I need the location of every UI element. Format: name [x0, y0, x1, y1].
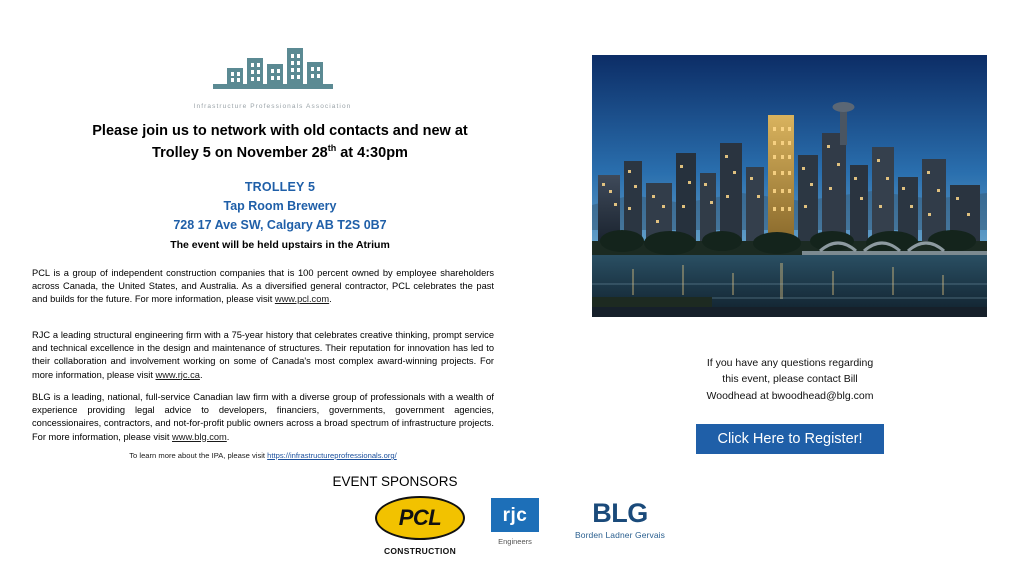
contact-line-1: If you have any questions regarding: [706, 357, 874, 369]
sponsor-logo-rjc: [480, 498, 550, 546]
headline-ordinal-suffix: th: [327, 143, 337, 154]
rjc-website-link[interactable]: www.rjc.ca: [155, 369, 200, 380]
paragraph-rjc: [32, 329, 494, 382]
venue-subname: Tap Room Brewery: [223, 198, 337, 213]
rjc-wordmark: rjc: [502, 504, 528, 526]
pcl-subtitle: CONSTRUCTION: [383, 546, 457, 556]
sponsors-heading: EVENT SPONSORS: [332, 474, 458, 489]
blg-wordmark: BLG: [592, 498, 648, 528]
paragraph-pcl: [32, 267, 494, 307]
venue-address: 728 17 Ave SW, Calgary AB T2S 0B7: [173, 217, 387, 232]
ipa-logo: [185, 38, 360, 110]
headline-line-2a: Trolley 5 on November 28: [152, 145, 328, 162]
rjc-block-badge: [491, 498, 539, 532]
paragraph-blg-tail: .: [226, 431, 230, 442]
skyline-illustration: [592, 55, 987, 317]
headline-line-2b: at 4:30pm: [336, 145, 408, 162]
paragraph-pcl-text: PCL is a group of independent construction companies that is 100 percent owned by employee shareholders across Canada, the United States, and Australia. As a diversified general contractor, PCL celebrates the past and builds for the future. For more information, please visit: [32, 268, 494, 305]
calgary-skyline-photo: [592, 55, 987, 317]
paragraph-rjc-tail: .: [199, 369, 203, 380]
sponsor-logo-pcl: [370, 496, 470, 556]
pcl-wordmark: PCL: [398, 505, 442, 530]
paragraph-blg-text: BLG is a leading, national, full-service Canadian law firm with a diverse group of professionals with a wealth of experience providing legal advice to developers, financiers, governments, government agencies, concessionaires, contractors, and not-for-profit public owners across a broad spectrum of infrastructure projects. For more information, please visit: [32, 392, 494, 442]
paragraph-rjc-text: RJC a leading structural engineering firm with a 75-year history that celebrates creative thinking, prompt service and technical excellence in the design and maintenance of structures. Their reputation for innovation has led to their collaboration and involvement working on some of Canada's most complex award-winning projects. For more information, please visit: [32, 330, 494, 380]
pcl-website-link[interactable]: www.pcl.com: [274, 294, 330, 305]
ipa-website-link[interactable]: https://infrastructureprofressionals.org/: [267, 451, 397, 460]
contact-line-2: this event, please contact Bill: [722, 373, 858, 386]
headline-line-1: Please join us to network with old contacts and new at: [92, 123, 468, 139]
venue-name: TROLLEY 5: [244, 180, 316, 194]
venue-block: [30, 178, 530, 254]
paragraph-pcl-tail: .: [329, 294, 332, 305]
register-button[interactable]: Click Here to Register!: [696, 424, 884, 454]
contact-line-3: Woodhead at bwoodhead@blg.com: [706, 389, 874, 402]
paragraph-blg: [32, 391, 494, 444]
pcl-oval-badge: [375, 496, 465, 540]
blg-subtitle: Borden Ladner Gervais: [575, 530, 665, 540]
ipa-more-text: To learn more about the IPA, please visit: [129, 451, 268, 460]
ipa-buildings-icon: [203, 38, 343, 100]
ipa-more-info: [32, 451, 494, 460]
rjc-subtitle: Engineers: [498, 537, 532, 546]
sponsor-logos-row: [350, 496, 680, 566]
contact-info: [640, 355, 940, 404]
sponsor-logo-blg: [555, 500, 685, 540]
blg-website-link[interactable]: www.blg.com: [172, 431, 227, 442]
venue-note: The event will be held upstairs in the Atrium: [170, 239, 390, 252]
ipa-logo-caption: Infrastructure Professionals Association: [193, 103, 352, 110]
page-title: [30, 120, 530, 165]
